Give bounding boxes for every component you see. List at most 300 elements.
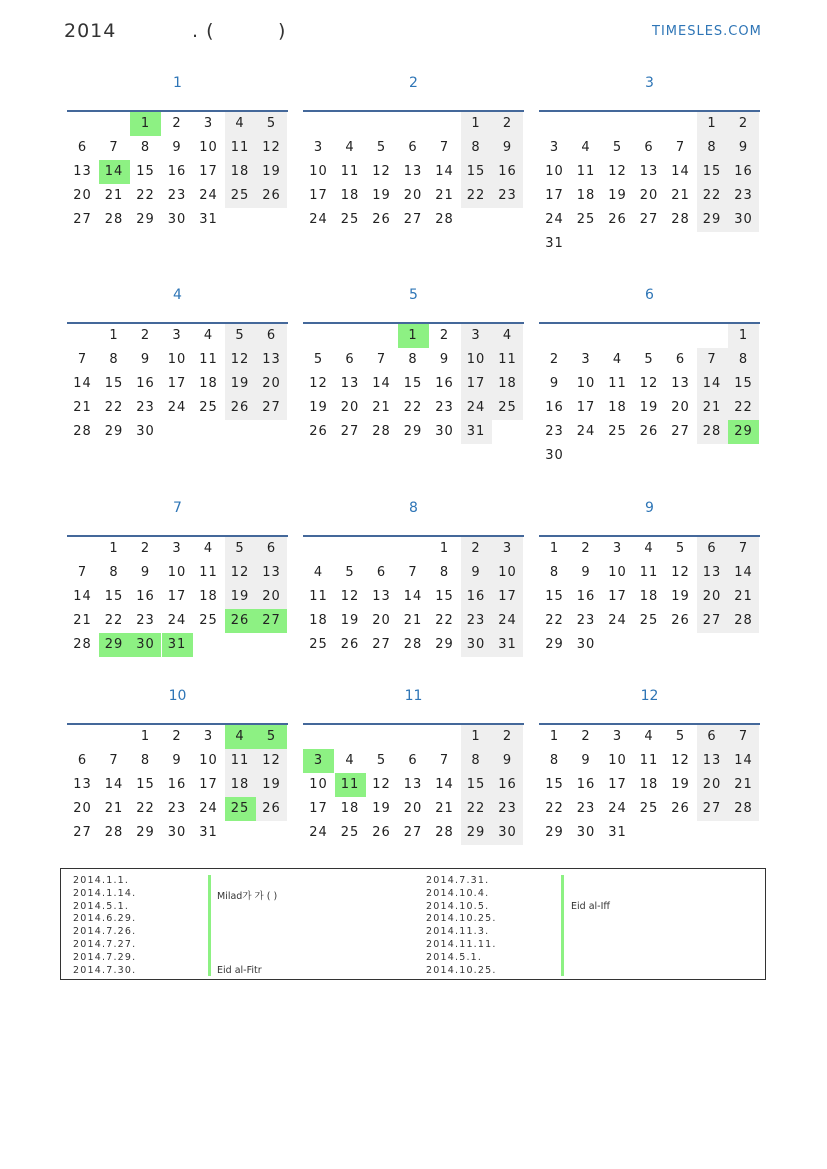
day-cell: 20	[256, 372, 287, 396]
month-name: 2	[409, 75, 418, 91]
day-cell: 13	[403, 777, 423, 792]
day-cell: 9	[439, 352, 450, 367]
day-cell: 26	[372, 825, 391, 840]
day-cell: 21	[73, 400, 92, 415]
day-cell: 1	[728, 324, 759, 348]
day-cell: 30	[435, 424, 454, 439]
day-cell: 28	[73, 424, 92, 439]
day-cell: 27	[697, 797, 728, 821]
day-cell: 26	[639, 424, 659, 439]
day-cell: 20	[73, 188, 92, 203]
day-cell: 19	[256, 160, 287, 184]
day-cell: 24	[608, 613, 627, 628]
day-cell: 26	[256, 184, 287, 208]
day-cell: 8	[109, 352, 119, 367]
day-cell: 24	[576, 424, 596, 439]
day-cell: 6	[376, 565, 387, 580]
day-cell: 17	[492, 585, 523, 609]
day-cell: 8	[109, 565, 119, 580]
day-cell: 14	[728, 749, 759, 773]
day-cell: 2	[172, 116, 182, 131]
day-cell: 16	[136, 589, 155, 604]
day-cell: 2	[140, 541, 151, 556]
day-cell: 3	[492, 537, 523, 561]
day-cell: 9	[140, 352, 151, 367]
day-cell: 11	[340, 164, 360, 179]
day-cell: 27	[73, 825, 92, 840]
month-name: 5	[409, 287, 418, 303]
day-cell: 7	[77, 352, 88, 367]
site-link[interactable]: TIMESLES.COM	[652, 24, 762, 39]
day-cell: 21	[73, 613, 92, 628]
day-cell: 3	[549, 140, 560, 155]
day-cell: 17	[309, 801, 328, 816]
month-rule	[539, 322, 760, 324]
day-cell: 25	[340, 825, 360, 840]
day-cell: 29	[697, 208, 728, 232]
day-cell: 4	[225, 725, 256, 749]
day-cell: 16	[492, 160, 523, 184]
day-cell: 29	[403, 424, 423, 439]
day-cell: 30	[576, 637, 596, 652]
day-cell: 30	[545, 448, 564, 463]
day-cell: 19	[639, 400, 659, 415]
day-cell: 1	[130, 112, 161, 136]
day-cell: 12	[225, 561, 256, 585]
day-cell: 2	[439, 328, 450, 343]
day-cell: 11	[199, 352, 218, 367]
day-cell: 2	[581, 541, 591, 556]
title-year: 2014	[64, 20, 117, 42]
day-cell: 28	[671, 212, 690, 227]
day-cell: 4	[644, 729, 654, 744]
day-cell: 28	[435, 212, 454, 227]
day-cell: 18	[225, 773, 256, 797]
day-cell: 15	[461, 160, 492, 184]
day-cell: 24	[167, 400, 187, 415]
day-cell: 1	[398, 324, 429, 348]
day-cell: 17	[608, 777, 627, 792]
day-cell: 22	[435, 613, 454, 628]
day-cell: 5	[376, 140, 387, 155]
day-cell: 5	[225, 324, 256, 348]
day-cell: 31	[162, 633, 193, 657]
day-cell: 25	[576, 212, 596, 227]
day-cell: 15	[136, 164, 155, 179]
day-cell: 2	[728, 112, 759, 136]
day-cell: 7	[109, 753, 119, 768]
day-cell: 3	[203, 729, 214, 744]
legend-holiday-name: Milad가 가 ( )	[217, 890, 278, 902]
day-cell: 8	[140, 753, 151, 768]
day-cell: 23	[576, 801, 596, 816]
day-cell: 1	[140, 729, 151, 744]
day-cell: 21	[435, 188, 454, 203]
day-cell: 30	[130, 633, 161, 657]
day-cell: 6	[697, 537, 728, 561]
day-cell: 6	[697, 725, 728, 749]
legend-date: 2014.5.1.	[426, 951, 483, 963]
day-cell: 30	[136, 424, 155, 439]
day-cell: 6	[408, 140, 418, 155]
day-cell: 4	[492, 324, 523, 348]
day-cell: 1	[697, 112, 728, 136]
day-cell: 19	[608, 188, 627, 203]
day-cell: 25	[225, 797, 256, 821]
day-cell: 22	[461, 184, 492, 208]
month-name: 11	[404, 688, 423, 704]
day-cell: 3	[172, 541, 182, 556]
day-cell: 27	[256, 396, 287, 420]
day-cell: 20	[639, 188, 659, 203]
day-cell: 15	[728, 372, 759, 396]
day-cell: 1	[109, 328, 119, 343]
day-cell: 24	[309, 212, 328, 227]
day-cell: 16	[167, 164, 187, 179]
day-cell: 28	[697, 420, 728, 444]
day-cell: 22	[728, 396, 759, 420]
day-cell: 16	[167, 777, 187, 792]
day-cell: 30	[576, 825, 596, 840]
day-cell: 30	[728, 208, 759, 232]
day-cell: 12	[671, 753, 690, 768]
day-cell: 9	[581, 565, 591, 580]
legend-right-dates	[426, 875, 497, 977]
day-cell: 11	[225, 749, 256, 773]
day-cell: 4	[313, 565, 324, 580]
day-cell: 29	[545, 637, 564, 652]
day-cell: 9	[728, 136, 759, 160]
day-cell: 6	[256, 537, 287, 561]
day-cell: 13	[340, 376, 360, 391]
day-cell: 24	[309, 825, 328, 840]
day-cell: 17	[545, 188, 564, 203]
day-cell: 28	[728, 609, 759, 633]
day-cell: 3	[303, 749, 334, 773]
day-cell: 9	[172, 753, 182, 768]
day-cell: 8	[461, 749, 492, 773]
day-cell: 18	[639, 777, 659, 792]
day-cell: 10	[167, 352, 187, 367]
day-cell: 29	[461, 821, 492, 845]
legend-date: 2014.7.30.	[73, 964, 137, 976]
day-cell: 1	[461, 112, 492, 136]
day-cell: 11	[639, 565, 659, 580]
day-cell: 27	[671, 424, 690, 439]
day-cell: 2	[461, 537, 492, 561]
day-cell: 15	[697, 160, 728, 184]
day-cell: 12	[372, 777, 391, 792]
day-cell: 19	[671, 777, 690, 792]
day-cell: 5	[612, 140, 623, 155]
day-cell: 5	[644, 352, 654, 367]
day-cell: 11	[309, 589, 328, 604]
day-cell: 7	[728, 725, 759, 749]
day-cell: 10	[492, 561, 523, 585]
day-cell: 10	[608, 753, 627, 768]
day-cell: 1	[549, 729, 560, 744]
day-cell: 4	[644, 541, 654, 556]
day-cell: 18	[340, 801, 360, 816]
day-cell: 6	[644, 140, 654, 155]
day-cell: 12	[256, 749, 287, 773]
day-cell: 26	[340, 637, 360, 652]
day-cell: 14	[671, 164, 690, 179]
day-cell: 21	[697, 396, 728, 420]
day-cell: 31	[492, 633, 523, 657]
day-cell: 26	[309, 424, 328, 439]
day-cell: 10	[167, 565, 187, 580]
day-cell: 14	[435, 777, 454, 792]
legend-holiday-name: Eid al-Iff	[571, 900, 610, 912]
day-cell: 23	[136, 400, 155, 415]
day-cell: 23	[728, 184, 759, 208]
day-cell: 18	[199, 589, 218, 604]
day-cell: 11	[608, 376, 627, 391]
day-cell: 25	[639, 613, 659, 628]
day-cell: 8	[728, 348, 759, 372]
day-cell: 11	[335, 773, 366, 797]
day-cell: 29	[136, 212, 155, 227]
day-cell: 5	[675, 729, 686, 744]
day-cell: 28	[435, 825, 454, 840]
day-cell: 14	[403, 589, 423, 604]
legend-date: 2014.7.26.	[73, 926, 137, 938]
day-cell: 29	[545, 825, 564, 840]
month-name: 6	[645, 287, 654, 303]
day-cell: 4	[581, 140, 591, 155]
day-cell: 24	[492, 609, 523, 633]
day-cell: 25	[340, 212, 360, 227]
day-cell: 16	[136, 376, 155, 391]
day-cell: 19	[340, 613, 360, 628]
legend-date: 2014.11.3.	[426, 926, 490, 938]
day-cell: 29	[435, 637, 454, 652]
day-cell: 22	[545, 613, 564, 628]
day-cell: 13	[73, 164, 92, 179]
day-cell: 3	[461, 324, 492, 348]
day-cell: 12	[639, 376, 659, 391]
day-cell: 22	[545, 801, 564, 816]
legend-left-bar	[208, 875, 211, 976]
day-cell: 15	[104, 376, 124, 391]
day-cell: 29	[104, 424, 124, 439]
title-middle: . (	[192, 20, 215, 42]
day-cell: 16	[576, 777, 596, 792]
day-cell: 24	[461, 396, 492, 420]
day-cell: 24	[545, 212, 564, 227]
day-cell: 25	[225, 184, 256, 208]
day-cell: 23	[576, 613, 596, 628]
day-cell: 20	[372, 613, 391, 628]
day-cell: 28	[728, 797, 759, 821]
day-cell: 3	[313, 140, 324, 155]
day-cell: 14	[728, 561, 759, 585]
day-cell: 23	[492, 797, 523, 821]
day-cell: 25	[309, 637, 328, 652]
day-cell: 23	[136, 613, 155, 628]
day-cell: 30	[167, 825, 187, 840]
day-cell: 7	[439, 140, 450, 155]
day-cell: 5	[225, 537, 256, 561]
day-cell: 17	[199, 777, 218, 792]
legend-date: 2014.10.4.	[426, 887, 490, 899]
day-cell: 2	[549, 352, 560, 367]
day-cell: 13	[671, 376, 690, 391]
day-cell: 25	[199, 613, 218, 628]
day-cell: 22	[104, 400, 124, 415]
day-cell: 17	[576, 400, 596, 415]
day-cell: 4	[203, 541, 214, 556]
day-cell: 18	[608, 400, 627, 415]
day-cell: 10	[309, 164, 328, 179]
day-cell: 19	[372, 188, 391, 203]
day-cell: 4	[612, 352, 623, 367]
day-cell: 11	[199, 565, 218, 580]
legend-date: 2014.10.25.	[426, 964, 497, 976]
day-cell: 19	[256, 773, 287, 797]
day-cell: 31	[199, 212, 218, 227]
day-cell: 14	[99, 160, 130, 184]
day-cell: 12	[256, 136, 287, 160]
day-cell: 4	[345, 753, 355, 768]
day-cell: 11	[639, 753, 659, 768]
month-name: 1	[173, 75, 182, 91]
month-name: 12	[640, 688, 659, 704]
day-cell: 28	[372, 424, 391, 439]
day-cell: 21	[372, 400, 391, 415]
day-cell: 15	[545, 777, 564, 792]
day-cell: 27	[639, 212, 659, 227]
day-cell: 7	[376, 352, 387, 367]
day-cell: 16	[492, 773, 523, 797]
day-cell: 5	[675, 541, 686, 556]
day-cell: 7	[728, 537, 759, 561]
day-cell: 8	[549, 565, 560, 580]
day-cell: 12	[608, 164, 627, 179]
day-cell: 2	[172, 729, 182, 744]
day-cell: 11	[492, 348, 523, 372]
day-cell: 2	[492, 725, 523, 749]
day-cell: 24	[608, 801, 627, 816]
day-cell: 26	[225, 609, 256, 633]
day-cell: 10	[545, 164, 564, 179]
day-cell: 10	[576, 376, 596, 391]
day-cell: 9	[581, 753, 591, 768]
legend-date: 2014.6.29.	[73, 913, 137, 925]
day-cell: 21	[104, 801, 124, 816]
day-cell: 8	[140, 140, 151, 155]
day-cell: 26	[671, 613, 690, 628]
day-cell: 18	[492, 372, 523, 396]
day-cell: 23	[435, 400, 454, 415]
day-cell: 16	[461, 585, 492, 609]
day-cell: 3	[172, 328, 182, 343]
day-cell: 6	[77, 753, 88, 768]
day-cell: 30	[461, 633, 492, 657]
day-cell: 17	[167, 376, 187, 391]
day-cell: 29	[136, 825, 155, 840]
day-cell: 13	[639, 164, 659, 179]
day-cell: 23	[492, 184, 523, 208]
day-cell: 28	[73, 637, 92, 652]
day-cell: 7	[439, 753, 450, 768]
day-cell: 13	[372, 589, 391, 604]
day-cell: 1	[549, 541, 560, 556]
day-cell: 15	[403, 376, 423, 391]
day-cell: 27	[73, 212, 92, 227]
day-cell: 29	[99, 633, 130, 657]
day-cell: 23	[167, 801, 187, 816]
day-cell: 22	[697, 184, 728, 208]
legend-date: 2014.10.5.	[426, 900, 490, 912]
day-cell: 20	[73, 801, 92, 816]
day-cell: 10	[461, 348, 492, 372]
day-cell: 20	[697, 585, 728, 609]
day-cell: 26	[372, 212, 391, 227]
day-cell: 19	[309, 400, 328, 415]
day-cell: 13	[403, 164, 423, 179]
day-cell: 19	[372, 801, 391, 816]
day-cell: 26	[671, 801, 690, 816]
day-cell: 21	[728, 773, 759, 797]
legend-date: 2014.1.14.	[73, 887, 137, 899]
day-cell: 3	[203, 116, 214, 131]
day-cell: 19	[225, 372, 256, 396]
day-cell: 7	[408, 565, 418, 580]
day-cell: 1	[461, 725, 492, 749]
day-cell: 14	[73, 376, 92, 391]
day-cell: 13	[697, 749, 728, 773]
day-cell: 9	[549, 376, 560, 391]
month-name: 4	[173, 287, 182, 303]
day-cell: 10	[309, 777, 328, 792]
day-cell: 20	[403, 801, 423, 816]
day-cell: 23	[167, 188, 187, 203]
day-cell: 4	[225, 112, 256, 136]
day-cell: 7	[77, 565, 88, 580]
day-cell: 12	[372, 164, 391, 179]
day-cell: 16	[435, 376, 454, 391]
legend-date: 2014.11.11.	[426, 938, 497, 950]
day-cell: 27	[403, 212, 423, 227]
day-cell: 2	[140, 328, 151, 343]
day-cell: 12	[309, 376, 328, 391]
day-cell: 8	[549, 753, 560, 768]
day-cell: 3	[612, 541, 623, 556]
day-cell: 5	[345, 565, 355, 580]
title-end: )	[278, 20, 287, 42]
day-cell: 12	[340, 589, 360, 604]
day-cell: 5	[256, 725, 287, 749]
day-cell: 7	[697, 348, 728, 372]
day-cell: 26	[225, 396, 256, 420]
day-cell: 13	[256, 561, 287, 585]
day-cell: 24	[199, 188, 218, 203]
day-cell: 20	[256, 585, 287, 609]
day-cell: 21	[671, 188, 690, 203]
day-cell: 2	[492, 112, 523, 136]
day-cell: 5	[376, 753, 387, 768]
month-name: 9	[645, 500, 654, 516]
month-name: 7	[173, 500, 182, 516]
day-cell: 22	[136, 188, 155, 203]
day-cell: 18	[225, 160, 256, 184]
day-cell: 4	[203, 328, 214, 343]
day-cell: 21	[435, 801, 454, 816]
month-name: 8	[409, 500, 418, 516]
day-cell: 5	[313, 352, 324, 367]
